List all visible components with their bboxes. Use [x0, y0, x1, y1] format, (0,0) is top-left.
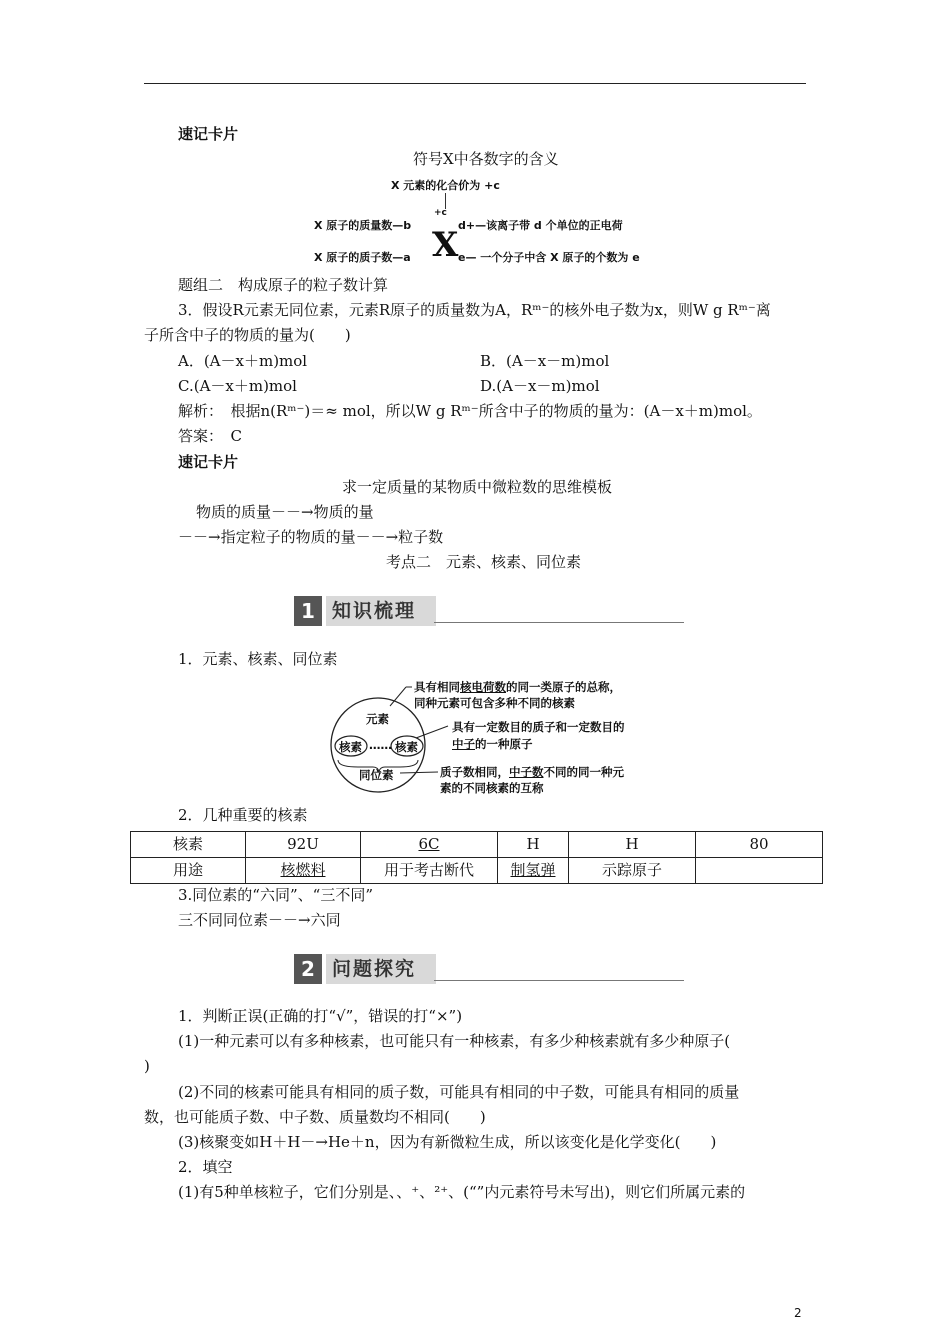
item-2-title: 2．几种重要的核素 [178, 806, 308, 824]
statement-3: (3)核聚变如H＋H－→He＋n，因为有新微粒生成，所以该变化是化学变化( ) [178, 1133, 717, 1151]
section-rule [434, 622, 684, 623]
analysis: 解析： 根据n(Rᵐ⁻)＝≈ mol，所以W g Rᵐ⁻所含中子的物质的量为：(A－x＋m)mol。 [178, 402, 762, 420]
element-nuclide-diagram [328, 670, 668, 805]
table-cell: H [498, 832, 569, 858]
nuclide-right-label: 核素 [395, 740, 418, 754]
table-row [131, 858, 823, 884]
element-label: 元素 [366, 712, 389, 726]
statement-2-line1: (2)不同的核素可能具有相同的质子数，可能具有相同的中子数，可能具有相同的质量 [178, 1083, 740, 1101]
table-cell: 核燃料 [246, 858, 361, 884]
section-banner-explore [294, 954, 694, 984]
option-a: A．(A－x＋m)mol [178, 352, 308, 370]
nuclide-note-line1: 具有一定数目的质子和一定数目的 [452, 720, 625, 734]
topic-title: 考点二 元素、核素、同位素 [386, 553, 582, 571]
template-line2: －－→指定粒子的物质的量－－→粒子数 [178, 528, 444, 546]
ion-charge-label: d+—该离子带 d 个单位的正电荷 [458, 219, 623, 232]
section-rule [434, 980, 684, 981]
element-symbol: X [432, 225, 459, 265]
answer: 答案： C [178, 427, 242, 445]
item-3-line: 三不同同位素－－→六同 [178, 911, 341, 929]
section-banner-knowledge [294, 596, 694, 626]
option-b: B．(A－x－m)mol [480, 352, 610, 370]
nuclide-left-label: 核素 [339, 740, 362, 754]
table-cell: 示踪原子 [569, 858, 696, 884]
fill-1: (1)有5种单核粒子，它们分别是、、⁺、²⁺、(“”内元素符号未写出)，则它们所属元素的 [178, 1183, 746, 1201]
explore-q2: 2．填空 [178, 1158, 233, 1176]
atom-count-label: e— 一个分子中含 X 原子的个数为 e [458, 251, 640, 264]
table-row [131, 832, 823, 858]
group-title: 题组二 构成原子的粒子数计算 [178, 276, 389, 294]
isotope-note-line2: 素的不同核素的互称 [440, 781, 544, 795]
section-title: 知识梳理 [326, 596, 436, 626]
statement-1-line1: (1)一种元素可以有多种核素，也可能只有一种核素，有多少种核素就有多少种原子( [178, 1032, 731, 1050]
valence-connector [445, 193, 446, 209]
charge-mark: +c [434, 208, 447, 218]
statement-1-line2: ) [144, 1057, 150, 1075]
question-3-line2: 子所含中子的物质的量为( ) [144, 326, 351, 344]
card-title: 符号X中各数字的含义 [413, 150, 559, 168]
section-title: 问题探究 [326, 954, 436, 984]
isotope-note-line1: 质子数相同，中子数不同的同一种元 [440, 765, 624, 779]
table-cell [696, 858, 823, 884]
nuclide-table [130, 831, 823, 884]
table-cell: 制氢弹 [498, 858, 569, 884]
valence-label: X 元素的化合价为 +c [391, 179, 500, 192]
card-title-2: 求一定质量的某物质中微粒数的思维模板 [342, 478, 613, 496]
table-cell: 用途 [131, 858, 246, 884]
statement-2-line2: 数，也可能质子数、中子数、质量数均不相同( ) [144, 1108, 486, 1126]
mass-number-label: X 原子的质量数—b [314, 219, 412, 232]
explore-q1: 1．判断正误(正确的打“√”，错误的打“×”) [178, 1007, 463, 1025]
option-c: C.(A－x＋m)mol [178, 377, 297, 395]
isotope-label: 同位素 [359, 768, 394, 782]
table-cell: 6C [361, 832, 498, 858]
item-3-title: 3.同位素的“六同”、“三不同” [178, 886, 373, 904]
nuclide-note-line2: 中子的一种原子 [452, 737, 533, 751]
nuclide-dots: …… [369, 738, 392, 752]
table-cell: 核素 [131, 832, 246, 858]
element-note-line1: 具有相同核电荷数的同一类原子的总称， [414, 680, 621, 694]
section-number: 2 [294, 954, 322, 984]
table-cell: 用于考古断代 [361, 858, 498, 884]
page-number: 2 [794, 1306, 802, 1320]
item-1-title: 1．元素、核素、同位素 [178, 650, 338, 668]
option-d: D.(A－x－m)mol [480, 377, 600, 395]
table-cell: H [569, 832, 696, 858]
table-cell: 92U [246, 832, 361, 858]
section-number: 1 [294, 596, 322, 626]
question-3-line1: 3．假设R元素无同位素，元素R原子的质量数为A，Rᵐ⁻的核外电子数为x，则W g Rᵐ⁻离 [178, 301, 771, 319]
element-note-line2: 同种元素可包含多种不同的核素 [414, 696, 575, 710]
header-rule [144, 83, 806, 84]
proton-number-label: X 原子的质子数—a [314, 251, 411, 264]
card-label: 速记卡片 [178, 125, 239, 143]
template-line1: 物质的质量－－→物质的量 [196, 503, 374, 521]
table-cell: 80 [696, 832, 823, 858]
card-label-2: 速记卡片 [178, 453, 239, 471]
